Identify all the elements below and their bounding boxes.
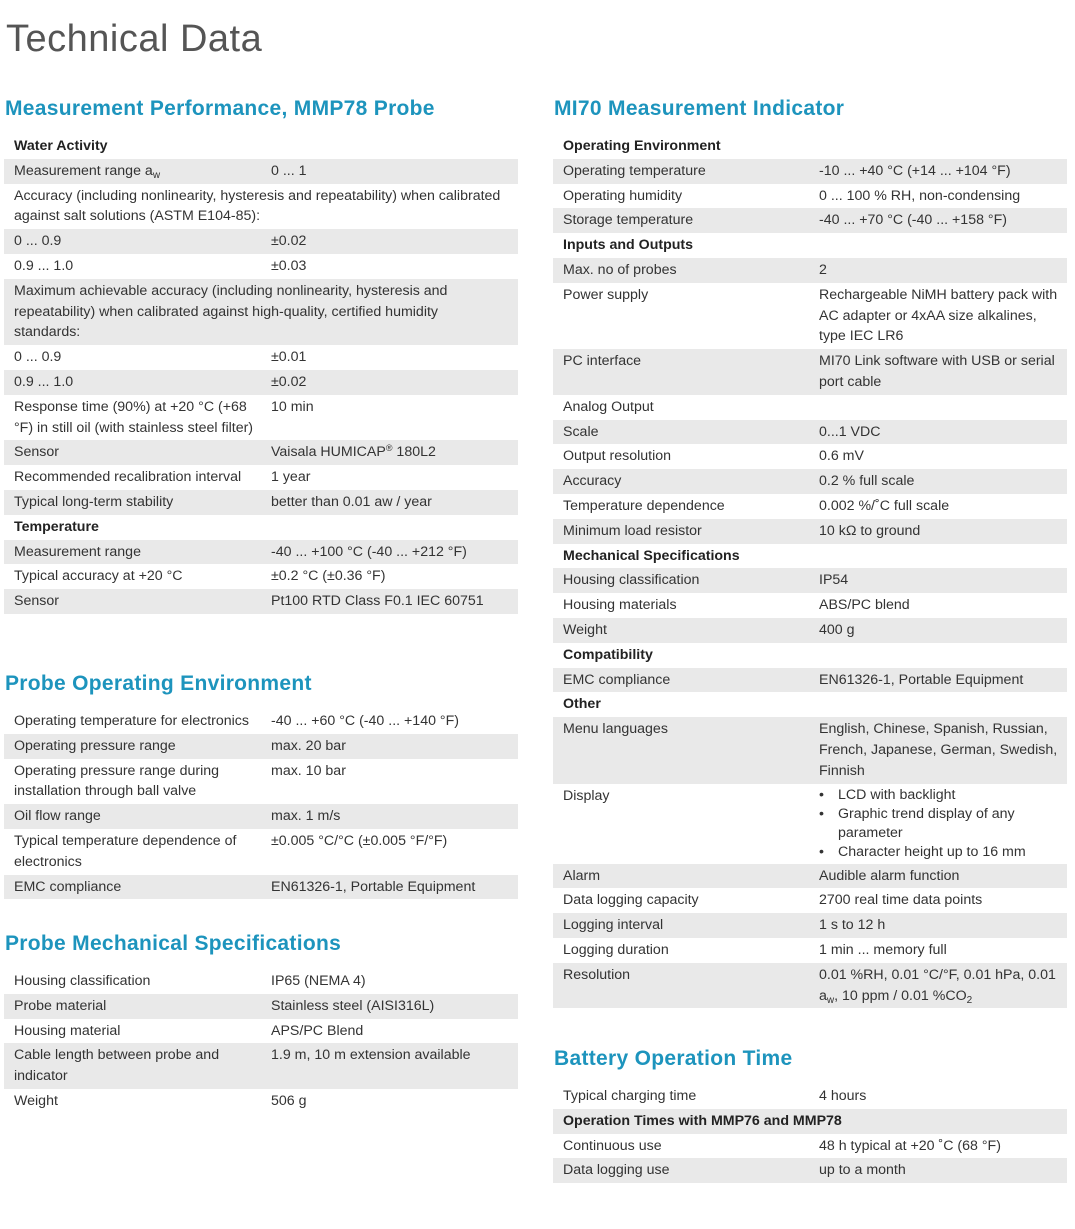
table-row bbox=[553, 668, 1067, 693]
subheading-operation-times: Operation Times with MMP76 and MMP78 bbox=[563, 1112, 842, 1129]
table-row bbox=[553, 1158, 1067, 1183]
subheading-inputs-outputs: Inputs and Outputs bbox=[563, 237, 694, 254]
row-label: 0 ... 0.9 bbox=[14, 233, 62, 250]
row-value: ±0.02 bbox=[271, 233, 307, 250]
table-row bbox=[553, 349, 1067, 395]
row-label: PC interface bbox=[563, 353, 642, 370]
table-row bbox=[553, 1134, 1067, 1159]
table-row bbox=[4, 370, 518, 395]
section-title-battery-operation-time: Battery Operation Time bbox=[554, 1047, 793, 1070]
list-item: • Graphic trend display of any parameter bbox=[819, 805, 1061, 843]
row-value: -40 ... +60 °C (-40 ... +140 °F) bbox=[271, 713, 459, 729]
table-row bbox=[553, 208, 1067, 233]
row-value: 506 g bbox=[271, 1092, 307, 1109]
table-row bbox=[553, 938, 1067, 963]
subheading-water-activity: Water Activity bbox=[14, 138, 108, 154]
row-value: 0.002 %/˚C full scale bbox=[819, 497, 950, 514]
table-row bbox=[4, 345, 518, 370]
row-value: APS/PC Blend bbox=[271, 1022, 364, 1039]
table-row bbox=[553, 618, 1067, 643]
row-value: Vaisala HUMICAP® 180L2 bbox=[271, 443, 436, 461]
row-value: EN61326-1, Portable Equipment bbox=[271, 878, 476, 895]
table-row bbox=[4, 829, 518, 875]
table-row bbox=[4, 994, 518, 1019]
subheading-other: Other bbox=[563, 696, 601, 713]
probe-operating-environment-table bbox=[4, 709, 518, 899]
row-value: 0.01 %RH, 0.01 °C/°F, 0.01 hPa, 0.01 $a_w$, 10 ppm / 0.01 $\%CO_2$ bbox=[819, 966, 1056, 1006]
row-label: Continuous use bbox=[563, 1137, 662, 1154]
row-value: 10 min bbox=[271, 398, 314, 415]
row-value: MI70 Link software with USB or serial port cable bbox=[819, 353, 1055, 390]
row-value: EN61326-1, Portable Equipment bbox=[819, 671, 1024, 688]
section-title-probe-operating-environment: Probe Operating Environment bbox=[5, 672, 312, 695]
table-row bbox=[553, 395, 1067, 420]
row-label: EMC compliance bbox=[14, 878, 122, 895]
row-label: Typical long-term stability bbox=[14, 493, 174, 510]
row-value: IP54 bbox=[819, 572, 849, 589]
row-label: Operating temperature bbox=[563, 162, 706, 179]
table-row bbox=[4, 709, 518, 734]
row-label: Operating pressure range bbox=[14, 737, 176, 754]
table-row bbox=[553, 519, 1067, 544]
table-row bbox=[553, 913, 1067, 938]
row-value: ±0.005 °C/°C (±0.005 °F/°F) bbox=[271, 832, 448, 849]
table-row bbox=[4, 1089, 518, 1114]
table-row bbox=[553, 1109, 1067, 1134]
row-label: Typical temperature dependence of electronics bbox=[14, 832, 237, 870]
row-value: 1 year bbox=[271, 469, 311, 486]
row-label: Accuracy (including nonlinearity, hysteresis and repeatability) when calibrated against salt solutions (ASTM E104-85): bbox=[14, 187, 501, 225]
row-value: max. 20 bar bbox=[271, 737, 346, 754]
row-value: 1.9 m, 10 m extension available bbox=[271, 1047, 471, 1064]
row-value: better than 0.01 aw / year bbox=[271, 493, 432, 510]
table-row bbox=[4, 804, 518, 829]
table-row bbox=[4, 395, 518, 441]
row-value: ±0.02 bbox=[271, 373, 307, 390]
mi70-indicator-table bbox=[553, 134, 1067, 1008]
row-value: Audible alarm function bbox=[819, 867, 960, 884]
row-label: Operating temperature for electronics bbox=[14, 713, 249, 729]
table-row bbox=[553, 258, 1067, 283]
row-label: Typical charging time bbox=[563, 1088, 697, 1104]
subheading-mechanical-specifications: Mechanical Specifications bbox=[563, 547, 740, 564]
table-row bbox=[4, 159, 518, 184]
table-row bbox=[553, 888, 1067, 913]
table-row bbox=[4, 490, 518, 515]
row-value: 1 min ... memory full bbox=[819, 941, 947, 958]
row-value: max. 1 m/s bbox=[271, 808, 341, 825]
row-value: ±0.03 bbox=[271, 257, 307, 274]
row-label: Housing material bbox=[14, 1022, 121, 1039]
list-item: • Character height up to 16 mm bbox=[819, 843, 1061, 862]
row-value: ±0.01 bbox=[271, 349, 307, 366]
row-value bbox=[819, 786, 1067, 862]
row-label: Measurement range $a_w$ bbox=[14, 162, 161, 181]
row-label: Max. no of probes bbox=[563, 261, 677, 278]
row-value: 0 ... 1 bbox=[271, 162, 307, 179]
row-value: Stainless steel (AISI316L) bbox=[271, 997, 435, 1014]
subheading-operating-environment: Operating Environment bbox=[563, 138, 721, 154]
row-label: Housing classification bbox=[563, 572, 700, 589]
row-label: Menu languages bbox=[563, 721, 668, 738]
row-label: Oil flow range bbox=[14, 808, 101, 825]
table-row bbox=[4, 254, 518, 279]
table-row bbox=[4, 1019, 518, 1044]
row-value: English, Chinese, Spanish, Russian, French, Japanese, German, Swedish, Finnish bbox=[819, 721, 1058, 779]
table-row bbox=[553, 717, 1067, 783]
table-row bbox=[4, 734, 518, 759]
table-row bbox=[553, 184, 1067, 209]
table-row bbox=[553, 544, 1067, 569]
row-label: Response time (90%) at +20 °C (+68 °F) in still oil (with stainless steel filter) bbox=[14, 398, 254, 436]
row-label: Typical accuracy at +20 °C bbox=[14, 568, 183, 585]
row-label: Resolution bbox=[563, 966, 631, 983]
table-row bbox=[4, 184, 518, 230]
row-value: 2700 real time data points bbox=[819, 892, 983, 909]
table-row bbox=[4, 564, 518, 589]
row-value: 0.2 % full scale bbox=[819, 473, 915, 490]
row-label: Cable length between probe and indicator bbox=[14, 1047, 220, 1085]
table-row bbox=[4, 440, 518, 465]
row-label: Sensor bbox=[14, 444, 59, 461]
table-row bbox=[553, 1084, 1067, 1109]
row-label: Sensor bbox=[14, 593, 59, 610]
row-value: ±0.2 °C (±0.36 °F) bbox=[271, 568, 386, 585]
table-row bbox=[4, 969, 518, 994]
row-value: -10 ... +40 °C (+14 ... +104 °F) bbox=[819, 162, 1011, 179]
row-value: IP65 (NEMA 4) bbox=[271, 973, 366, 989]
table-row bbox=[553, 784, 1067, 864]
row-label: Storage temperature bbox=[563, 212, 694, 229]
row-label: Temperature dependence bbox=[563, 497, 725, 514]
table-row bbox=[4, 279, 518, 345]
row-value bbox=[819, 397, 1067, 418]
row-label: Data logging use bbox=[563, 1162, 670, 1179]
table-row bbox=[553, 643, 1067, 668]
probe-mechanical-specifications-table bbox=[4, 969, 518, 1114]
row-value: 0.6 mV bbox=[819, 448, 864, 465]
subheading-compatibility: Compatibility bbox=[563, 646, 653, 663]
row-label: Data logging capacity bbox=[563, 892, 699, 909]
table-row bbox=[4, 589, 518, 614]
row-value: 0 ... 100 % RH, non-condensing bbox=[819, 187, 1021, 204]
table-row bbox=[553, 159, 1067, 184]
row-label: Logging duration bbox=[563, 941, 669, 958]
table-row bbox=[4, 759, 518, 805]
row-label: Maximum achievable accuracy (including nonlinearity, hysteresis and repeatability) when calibrated against high-quality, certified humidity standards: bbox=[14, 282, 448, 341]
row-label: Logging interval bbox=[563, 917, 664, 934]
row-value: 10 kΩ to ground bbox=[819, 522, 921, 539]
row-label: Power supply bbox=[563, 286, 649, 303]
row-label: 0.9 ... 1.0 bbox=[14, 373, 74, 390]
table-row bbox=[553, 420, 1067, 445]
table-row bbox=[4, 515, 518, 540]
table-row bbox=[4, 540, 518, 565]
row-label: EMC compliance bbox=[563, 671, 671, 688]
row-label: Weight bbox=[14, 1092, 58, 1109]
row-label: 0.9 ... 1.0 bbox=[14, 257, 74, 274]
row-value: up to a month bbox=[819, 1162, 906, 1179]
row-label: Alarm bbox=[563, 867, 601, 884]
table-row bbox=[4, 134, 518, 159]
row-value: Rechargeable NiMH battery pack with AC adapter or 4xAA size alkalines, type IEC LR6 bbox=[819, 286, 1058, 345]
row-label: Output resolution bbox=[563, 448, 672, 465]
row-label: Housing materials bbox=[563, 597, 677, 614]
row-value: -40 ... +100 °C (-40 ... +212 °F) bbox=[271, 543, 467, 560]
row-label: Measurement range bbox=[14, 543, 141, 560]
table-row bbox=[553, 134, 1067, 159]
table-row bbox=[4, 875, 518, 900]
row-value: max. 10 bar bbox=[271, 762, 346, 779]
row-label: Accuracy bbox=[563, 473, 622, 490]
row-label: Probe material bbox=[14, 997, 107, 1014]
row-label: 0 ... 0.9 bbox=[14, 349, 62, 366]
table-row bbox=[553, 568, 1067, 593]
section-title-mi70-indicator: MI70 Measurement Indicator bbox=[554, 97, 845, 120]
list-item: • LCD with backlight bbox=[819, 786, 1061, 805]
row-value: 4 hours bbox=[819, 1088, 867, 1104]
table-row bbox=[553, 963, 1067, 1009]
row-value: 48 h typical at +20 ˚C (68 °F) bbox=[819, 1137, 1001, 1154]
section-title-measurement-performance: Measurement Performance, MMP78 Probe bbox=[5, 97, 435, 120]
table-row bbox=[553, 283, 1067, 349]
table-row bbox=[553, 494, 1067, 519]
table-row bbox=[4, 229, 518, 254]
table-row bbox=[553, 469, 1067, 494]
row-label: Scale bbox=[563, 423, 599, 440]
row-label: Weight bbox=[563, 621, 607, 638]
subheading-temperature: Temperature bbox=[14, 518, 99, 535]
row-label: Operating humidity bbox=[563, 187, 683, 204]
measurement-performance-table bbox=[4, 134, 518, 614]
row-value: 400 g bbox=[819, 621, 855, 638]
row-label: Housing classification bbox=[14, 973, 151, 989]
row-label: Analog Output bbox=[563, 398, 654, 415]
section-title-probe-mechanical-specifications: Probe Mechanical Specifications bbox=[5, 932, 342, 955]
row-label: Operating pressure range during installation through ball valve bbox=[14, 762, 220, 800]
display-feature-list bbox=[819, 786, 1061, 862]
row-value: -40 ... +70 °C (-40 ... +158 °F) bbox=[819, 212, 1007, 229]
row-label: Recommended recalibration interval bbox=[14, 469, 242, 486]
table-row bbox=[553, 692, 1067, 717]
row-value: 2 bbox=[819, 261, 827, 278]
row-value: ABS/PC blend bbox=[819, 597, 910, 614]
table-row bbox=[4, 1043, 518, 1089]
table-row bbox=[553, 864, 1067, 889]
row-label: Minimum load resistor bbox=[563, 522, 702, 539]
table-row bbox=[553, 444, 1067, 469]
battery-operation-table bbox=[553, 1084, 1067, 1183]
page-title: Technical Data bbox=[6, 18, 263, 60]
table-row bbox=[4, 465, 518, 490]
row-value: 0...1 VDC bbox=[819, 423, 881, 440]
table-row bbox=[553, 233, 1067, 258]
row-value: Pt100 RTD Class F0.1 IEC 60751 bbox=[271, 593, 484, 610]
row-value: 1 s to 12 h bbox=[819, 917, 886, 934]
table-row bbox=[553, 593, 1067, 618]
row-label: Display bbox=[563, 787, 610, 804]
